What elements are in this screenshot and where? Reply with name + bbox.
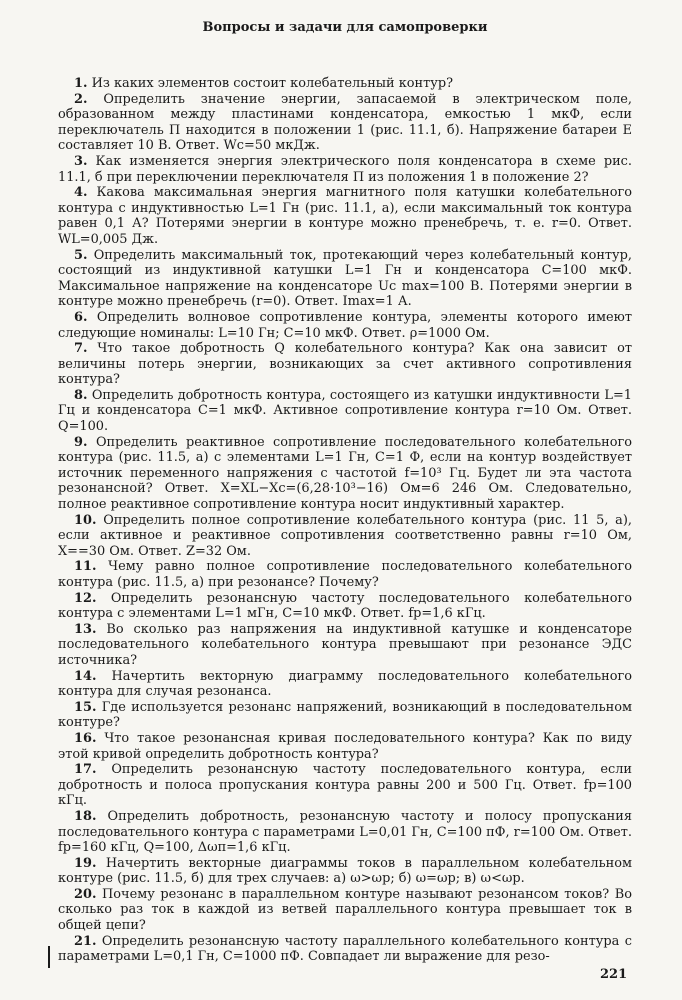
question-number: 5. <box>74 247 88 263</box>
question-text: Как изменяется энергия электрического поля конденсатора в схеме рис. 11.1, б при переключении переключателя П из положения 1 в положение 2? <box>58 153 633 185</box>
question-text: Где используется резонанс напряжений, возникающий в последовательном контуре? <box>58 699 632 731</box>
question-item <box>58 622 632 669</box>
question-item <box>58 809 632 856</box>
question-text: Начертить векторные диаграммы токов в параллельном колебательном контуре (рис. 11.5, б) для трех случаев: а) ω>ωр; б) ω=ωр; в) ω<ωр. <box>58 855 632 887</box>
question-item <box>58 154 632 185</box>
question-text: Определить волновое сопротивление контура, элементы которого имеют следующие номиналы: L=10 Гн; C=10 мкФ. Ответ. ρ=1000 Ом. <box>58 309 632 341</box>
question-list <box>58 76 632 965</box>
question-text: Определить резонансную частоту параллельного колебательного контура с параметрами L=0,1 Гн, C=1000 пФ. Совпадает ли выражение для резо- <box>58 933 632 965</box>
question-text: Определить резонансную частоту последовательного контура, если добротность и полоса пропускания контура равны 200 и 500 Гц. Ответ. fр=100 кГц. <box>58 762 632 809</box>
question-text: Из каких элементов состоит колебательный контур? <box>91 76 454 91</box>
question-number: 6. <box>74 309 88 325</box>
question-number: 16. <box>74 730 97 746</box>
question-number: 4. <box>74 185 88 201</box>
question-text: Почему резонанс в параллельном контуре называют резонансом токов? Во сколько раз ток в каждой из ветвей параллельного контура превышает ток в общей цепи? <box>58 886 632 934</box>
page-body <box>58 18 632 965</box>
question-item <box>58 856 632 887</box>
question-item <box>58 388 632 435</box>
question-item <box>58 762 632 809</box>
question-item <box>58 700 632 731</box>
question-number: 8. <box>74 387 88 403</box>
question-text: Во сколько раз напряжения на индуктивной катушке и конденсаторе последовательного колебательного контура превышают при резонансе ЭДС источника? <box>58 621 632 668</box>
question-number: 13. <box>74 621 97 637</box>
question-number: 12. <box>74 590 97 606</box>
question-number: 10. <box>74 512 97 528</box>
question-text: Чему равно полное сопротивление последовательного колебательного контура (рис. 11.5, а) при резонансе? Почему? <box>58 559 632 590</box>
question-number: 20. <box>74 886 97 902</box>
question-number: 2. <box>74 91 88 107</box>
question-item <box>58 248 632 310</box>
question-number: 21. <box>74 933 97 949</box>
question-number: 18. <box>74 808 97 824</box>
question-item <box>58 185 632 247</box>
question-item <box>58 731 632 762</box>
question-text: Какова максимальная энергия магнитного поля катушки колебательного контура с индуктивностью L=1 Гн (рис. 11.1, а), если максимальный ток контура равен 0,1 А? Потерями энергии в контуре можно пренебречь, т. е. r=0. Ответ. WL=0,005 Дж. <box>58 185 632 247</box>
question-number: 15. <box>74 699 97 715</box>
question-number: 1. <box>74 76 88 91</box>
question-number: 14. <box>74 668 97 684</box>
question-text: Начертить векторную диаграмму последовательного колебательного контура для случая резонанса. <box>58 668 632 700</box>
question-item <box>58 669 632 700</box>
question-item <box>58 310 632 341</box>
question-text: Что такое резонансная кривая последовательного контура? Как по виду этой кривой определить добротность контура? <box>58 730 632 762</box>
question-number: 3. <box>74 153 88 169</box>
question-number: 7. <box>74 341 88 357</box>
question-text: Определить резонансную частоту последовательного колебательного контура с элементами L=1 мГн, C=10 мкФ. Ответ. fр=1,6 кГц. <box>58 590 632 622</box>
question-item <box>58 341 632 388</box>
question-text: Определить добротность контура, состоящего из катушки индуктивности L=1 Гц и конденсатора C=1 мкФ. Активное сопротивление контура r=10 Ом. Ответ. Q=100. <box>58 387 632 435</box>
question-item <box>58 887 632 934</box>
question-item <box>58 559 632 590</box>
question-item <box>58 934 632 965</box>
question-item <box>58 92 632 154</box>
page-number: 221 <box>600 967 628 982</box>
section-heading: Вопросы и задачи для самопроверки <box>202 20 488 35</box>
question-number: 17. <box>74 762 97 778</box>
question-item <box>58 76 632 92</box>
question-item <box>58 591 632 622</box>
question-text: Определить значение энергии, запасаемой в электрическом поле, образованном между пластинами конденсатора, емкостью 1 мкФ, если переключатель П находится в положении 1 (рис. 11.1, б). Напряжение батареи E составляет 10 В. Ответ. Wc=50 мкДж. <box>58 91 632 154</box>
question-text: Что такое добротность Q колебательного контура? Как она зависит от величины потерь энергии, возникающих за счет активного сопротивления контура? <box>58 341 632 388</box>
question-item <box>58 513 632 560</box>
question-number: 19. <box>74 855 97 871</box>
margin-mark <box>48 946 50 968</box>
question-text: Определить полное сопротивление колебательного контура (рис. 11 5, а), если активное и реактивное сопротивления соответственно равны r=10 Ом, X==30 Ом. Ответ. Z=32 Ом. <box>58 512 632 559</box>
question-text: Определить реактивное сопротивление последовательного колебательного контура (рис. 11.5, а) с элементами L=1 Гн, C=1 Ф, если на контур воздействует источник переменного напряжения с частотой f=10³ Гц. Будет ли эта частота резонансной? Ответ. X=XL−Xc=(6,28·10³−16) Ом=6 246 Ом. Следовательно, полное реактивное сопротивление контура носит индуктивный характер. <box>58 434 633 513</box>
question-item <box>58 435 632 513</box>
question-text: Определить максимальный ток, протекающий через колебательный контур, состоящий из индуктивной катушки L=1 Гн и конденсатора C=100 мкФ. Максимальное напряжение на конденсаторе Uc max=100 В. Потерями энергии в контуре можно пренебречь (r=0). Ответ. Imax=1 А. <box>58 247 632 310</box>
question-text: Определить добротность, резонансную частоту и полосу пропускания последовательного контура с параметрами L=0,01 Гн, C=100 пФ, r=100 Ом. Ответ. fр=160 кГц, Q=100, Δωп=1,6 кГц. <box>58 808 632 856</box>
question-number: 9. <box>74 434 88 450</box>
question-number: 11. <box>74 559 97 575</box>
